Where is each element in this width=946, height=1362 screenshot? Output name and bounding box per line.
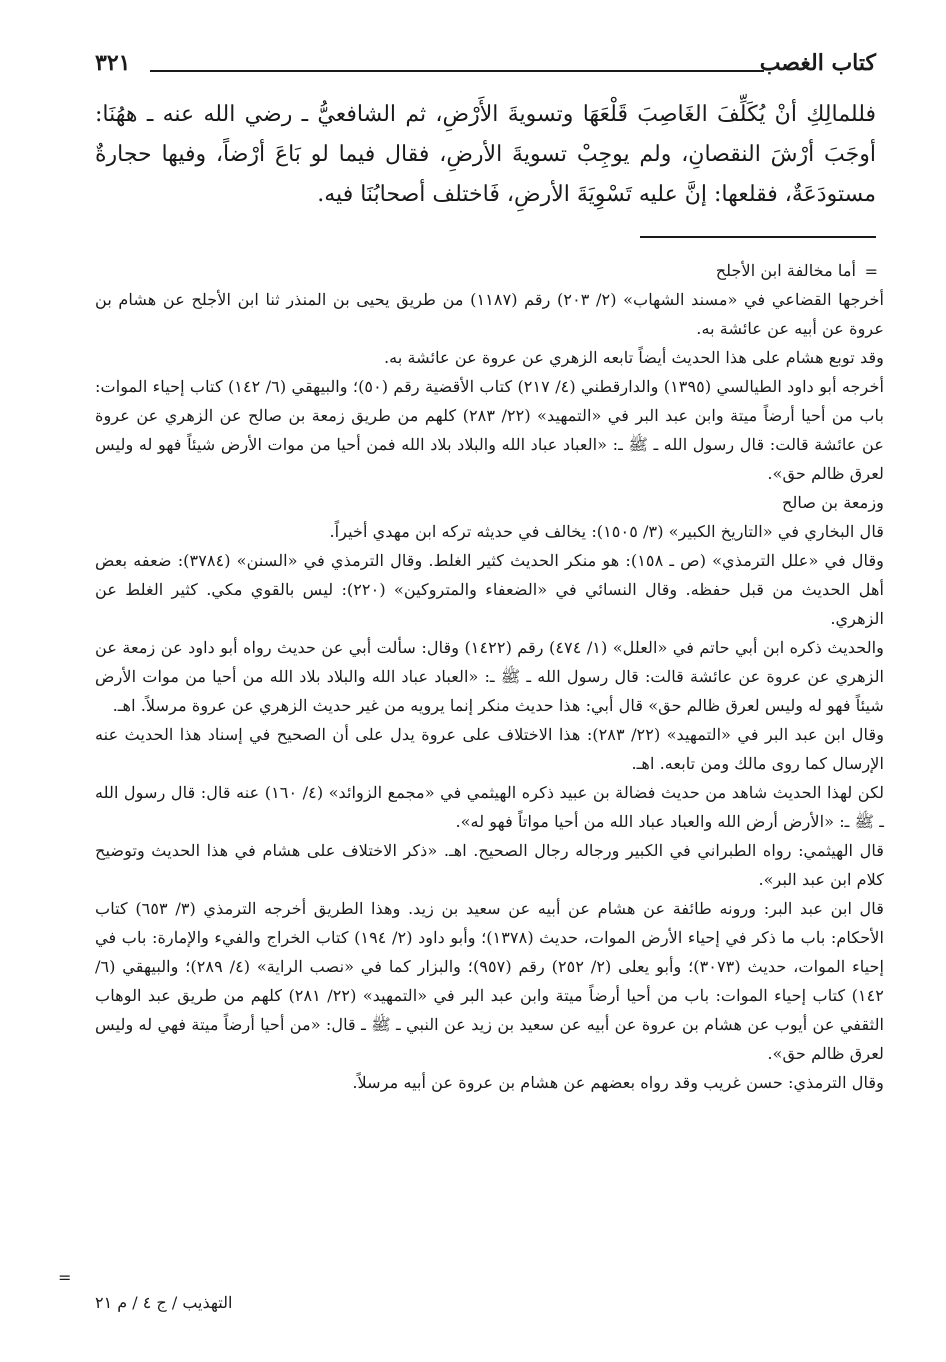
footnote-paragraph: وقال في «علل الترمذي» (ص ـ ١٥٨): هو منكر الحديث كثير الغلط. وقال الترمذي في «السنن» (٣٧٨٤): ضعفه بعض أهل الحديث من قبل حفظه. وقال النسائي في «الضعفاء والمتروكين» (٢٢٠): ليس بالقوي مكي. كثير الغلط عن الزهري. <box>95 551 885 628</box>
continuation-mark: = <box>864 262 878 281</box>
page-number: ٣٢١ <box>95 50 131 76</box>
main-text <box>95 95 876 215</box>
page-header <box>95 50 876 90</box>
footnote-paragraph: وزمعة بن صالح <box>782 493 884 512</box>
running-title: كتاب الغصب <box>759 50 876 76</box>
footnote-separator <box>640 236 876 238</box>
footnote-paragraph: وقد توبع هشام على هذا الحديث أيضاً تابعه الزهري عن عروة عن عائشة به. <box>384 348 884 367</box>
footnote-paragraph: قال الهيثمي: رواه الطبراني في الكبير ورجاله رجال الصحيح. اهـ. «ذكر الاختلاف على هشام في هذا الحديث وتوضيح كلام ابن عبد البر». <box>95 841 884 889</box>
continuation-mark-bottom: = <box>58 1268 72 1287</box>
footnote-paragraph: أخرجها القضاعي في «مسند الشهاب» (٢/ ٢٠٣) رقم (١١٨٧) من طريق يحيى بن المنذر ثنا ابن الأجلح عن هشام بن عروة عن أبيه عن عائشة به. <box>95 290 884 338</box>
signature-reference: التهذيب / ج ٤ / م ٢١ <box>95 1293 233 1312</box>
footnotes <box>95 256 884 1097</box>
footnote-paragraph: وقال الترمذي: حسن غريب وقد رواه بعضهم عن هشام بن عروة عن أبيه مرسلاً. <box>352 1073 884 1092</box>
footnote-paragraph: قال ابن عبد البر: ورونه طائفة عن هشام عن أبيه عن سعيد بن زيد. وهذا الطريق أخرجه الترمذي (٣/ ٦٥٣) كتاب الأحكام: باب ما ذكر في إحياء الأرض الموات، حديث (١٣٧٨)؛ وأبو داود (٢/ ١٩٤) كتاب الخراج والفيء والإمارة: باب في إحياء الموات، حديث (٣٠٧٣)؛ وأبو يعلى (٢/ ٢٥٢) رقم (٩٥٧)؛ والبزار كما في «نصب الراية» (٤/ ٢٨٩)؛ والبيهقي (٦/ ١٤٢) كتاب إحياء الموات: باب من أحيا أرضاً ميتة وابن عبد البر في «التمهيد» (٢٢/ ٢٨١) كلهم من طريق عبد الوهاب الثقفي عن أيوب عن هشام بن عروة عن أبيه عن سعيد بن زيد عن النبي ـ ﷺ ـ قال: «من أحيا أرضاً ميتة فهي له وليس لعرق ظالم حق». <box>95 899 885 1063</box>
footnote-paragraph: أما مخالفة ابن الأجلح <box>715 261 856 280</box>
footnote-paragraph: قال البخاري في «التاريخ الكبير» (٣/ ١٥٠٥): يخالف في حديثه تركه ابن مهدي أخيراً. <box>329 522 884 541</box>
footnote-paragraph: لكن لهذا الحديث شاهد من حديث فضالة بن عبيد ذكره الهيثمي في «مجمع الزوائد» (٤/ ١٦٠) عنه قال: قال رسول الله ـ ﷺ ـ: «الأرض أرض الله والعباد عباد الله من أحيا مواتاً فهو له». <box>95 783 885 831</box>
footnote-paragraph: وقال ابن عبد البر في «التمهيد» (٢٢/ ٢٨٣): هذا الاختلاف على عروة يدل على أن الصحيح في إسناد هذا الحديث عنه الإرسال كما روى مالك ومن تابعه. اهـ. <box>95 725 885 773</box>
header-rule <box>150 70 764 72</box>
footnote-paragraph: والحديث ذكره ابن أبي حاتم في «العلل» (١/ ٤٧٤) رقم (١٤٢٢) وقال: سألت أبي عن حديث رواه أبو داود عن زمعة عن الزهري عن عروة عن عائشة قالت: قال رسول الله ـ ﷺ ـ: «العباد عباد الله والبلاد بلاد الله من أحيا من موات الأرض شيئاً فهو له وليس لعرق ظالم حق» قال أبي: هذا حديث منكر إنما يرويه من غير حديث الزهري عن عروة مرسلاً. اهـ. <box>95 638 884 715</box>
footnote-paragraph: أخرجه أبو داود الطيالسي (١٣٩٥) والدارقطني (٤/ ٢١٧) كتاب الأقضية رقم (٥٠)؛ والبيهقي (٦/ ١٤٢) كتاب إحياء الموات: باب من أحيا أرضاً ميتة وابن عبد البر في «التمهيد» (٢٢/ ٢٨٣) كلهم من طريق زمعة بن صالح عن الزهري عن عروة عن عائشة قالت: قال رسول الله ـ ﷺ ـ: «العباد عباد الله والبلاد بلاد الله فمن أحيا من موات الأرض شيئاً فهو له وليس لعرق ظالم حق». <box>95 377 884 483</box>
main-paragraph: فللمالِكِ أنْ يُكَلِّفَ الغَاصِبَ قَلْعَهَا وتسويةَ الأَرْضِ، ثم الشافعيُّ ـ رضي الله عنه ـ ههُنَا: أوجَبَ أرْشَ النقصانِ، ولم يوجِبْ تسويةَ الأرضِ، فقال فيما لو بَاعَ أرْضاً، وفيها حجارةٌ مستودَعَةٌ، فقلعها: إنَّ عليه تَسْوِيَةَ الأرضِ، فَاختلف أصحابُنَا فيه. <box>95 102 876 207</box>
